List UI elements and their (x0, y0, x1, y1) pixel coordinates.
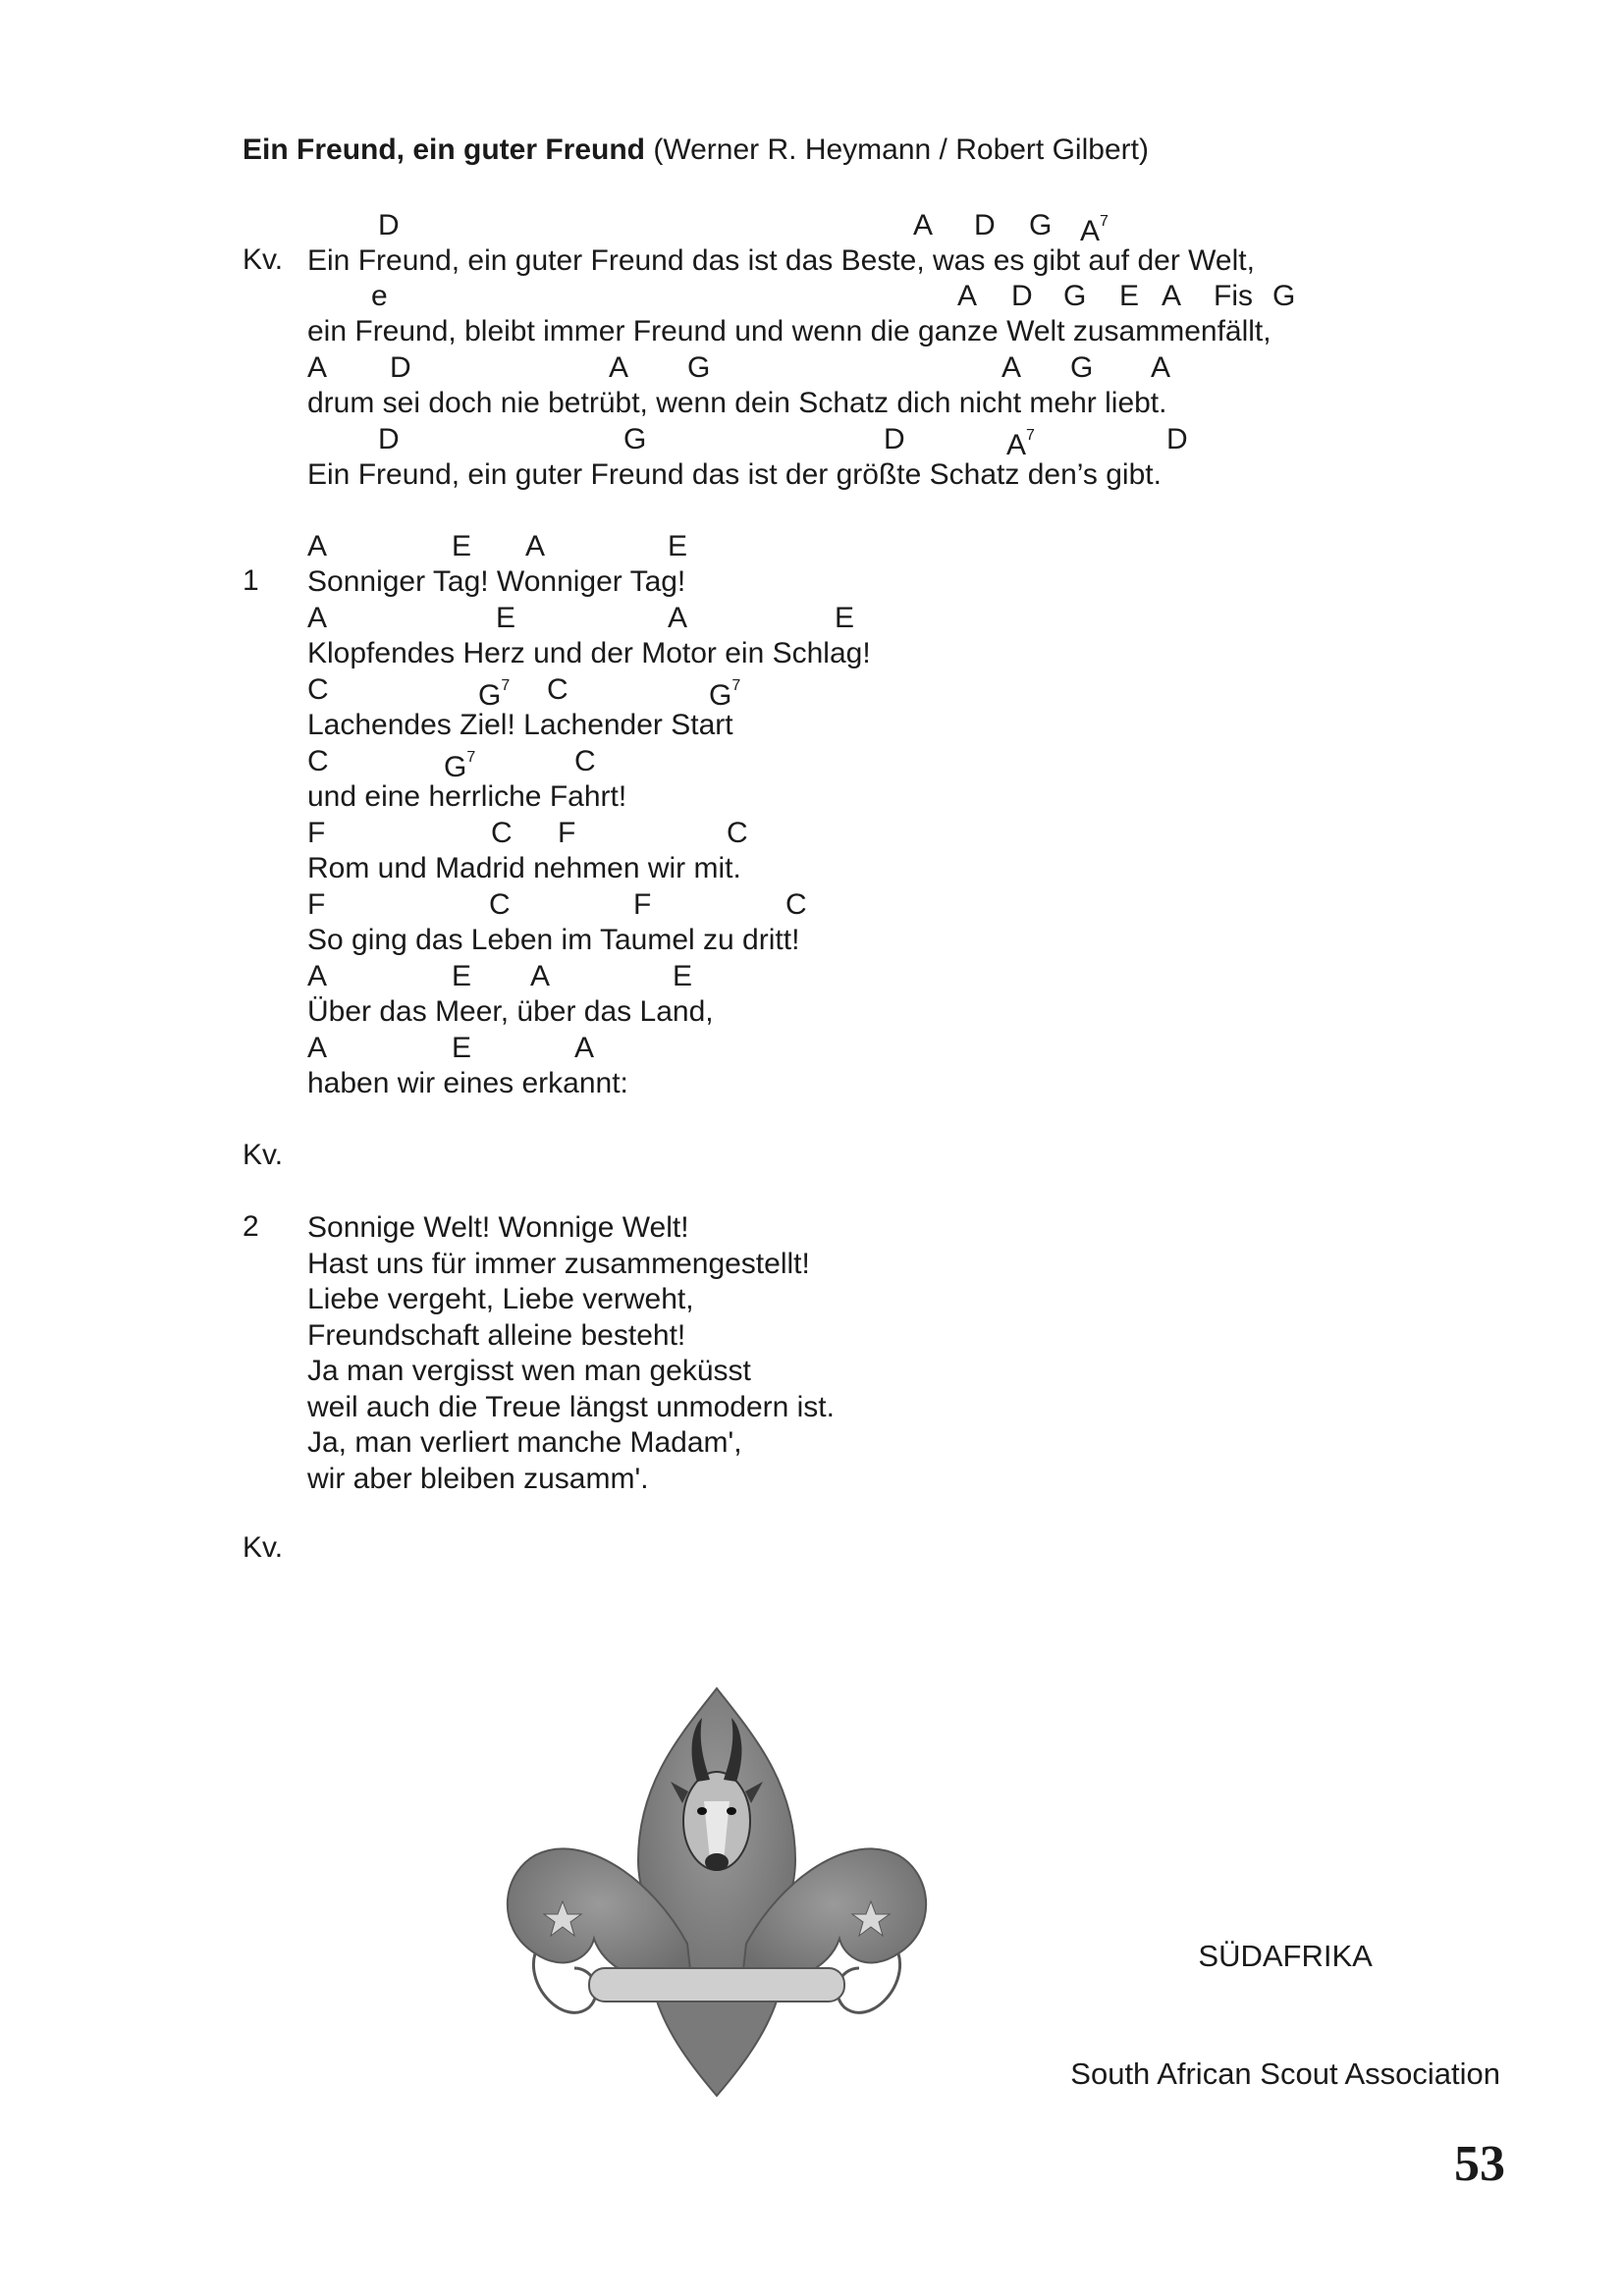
chord-label: F (633, 888, 652, 921)
association-name: South African Scout Association (1070, 2056, 1500, 2091)
chord-label: E (835, 602, 855, 634)
chord-label: D (378, 209, 400, 241)
chord-label: G (687, 351, 711, 384)
chord-label: E (452, 960, 472, 992)
chord-label: $G^7$ (444, 749, 476, 783)
chord-label: C (307, 673, 329, 706)
chord-superscript: 7 (1026, 427, 1035, 444)
refrain-ref-1: Kv. (243, 1139, 284, 1171)
lyric-line: Freundschaft alleine besteht! (307, 1318, 686, 1352)
chord-label: G (1029, 209, 1053, 241)
lyric-line: Sonnige Welt! Wonnige Welt! (307, 1211, 689, 1244)
lyric-line: drum sei doch nie betrübt, wenn dein Schatz dich nicht mehr liebt. (307, 387, 1167, 419)
lyric-line: ein Freund, bleibt immer Freund und wenn die ganze Welt zusammenfällt, (307, 315, 1271, 347)
chord-label: C (785, 888, 807, 921)
chord-label: e (371, 280, 388, 312)
chord-label: E (668, 530, 688, 562)
lyric-line: haben wir eines erkannt: (307, 1067, 628, 1099)
song-title-main: Ein Freund, ein guter Freund (243, 133, 646, 166)
chord-label: A (525, 530, 546, 562)
page-number: 53 (1454, 2136, 1505, 2192)
lyric-line: Ja man vergisst wen man geküsst (307, 1355, 751, 1387)
chord-label: A (307, 530, 328, 562)
chord-label: D (974, 209, 996, 241)
chord-label: A (1162, 280, 1182, 312)
chord-label: D (1011, 280, 1033, 312)
chord-label: G (623, 423, 647, 455)
chord-label: A (307, 602, 328, 634)
refrain-ref-2: Kv. (243, 1531, 284, 1564)
chord-label: E (673, 960, 693, 992)
chord-label: A (957, 280, 978, 312)
verse-number-2: 2 (243, 1210, 259, 1243)
chord-label: A (307, 960, 328, 992)
lyric-line: Ja, man verliert manche Madam', (307, 1426, 742, 1459)
chord-label: D (1166, 423, 1188, 455)
chord-label: G (1272, 280, 1296, 312)
verse-number-1: 1 (243, 564, 259, 597)
chord-label: E (452, 1032, 472, 1064)
chord-label: $G^7$ (478, 677, 511, 712)
lyric-line: Klopfendes Herz und der Motor ein Schlag! (307, 637, 871, 669)
lyric-line: Lachendes Ziel! Lachender Start (307, 709, 733, 741)
chord-label: A (668, 602, 688, 634)
lyric-line: weil auch die Treue längst unmodern ist. (307, 1390, 835, 1423)
lyric-line: So ging das Leben im Taumel zu dritt! (307, 924, 800, 956)
chord-label: F (307, 817, 326, 849)
country-name: SÜDAFRIKA (1198, 1939, 1373, 1973)
chord-label: C (491, 817, 513, 849)
lyric-line: Sonniger Tag! Wonniger Tag! (307, 565, 686, 598)
refrain-label: Kv. (243, 243, 284, 276)
chord-label: E (452, 530, 472, 562)
chord-superscript: 7 (466, 749, 476, 766)
chord-label: D (390, 351, 411, 384)
song-authors: (Werner R. Heymann / Robert Gilbert) (645, 133, 1149, 166)
lyric-line: Über das Meer, über das Land, (307, 995, 714, 1028)
chord-superscript: 7 (731, 677, 741, 694)
chord-label: A (609, 351, 629, 384)
chord-label: A (1151, 351, 1171, 384)
emblem-caption (1070, 1858, 1500, 2133)
chord-label: C (574, 745, 596, 777)
chord-label: A (530, 960, 551, 992)
lyric-line: wir aber bleiben zusamm'. (307, 1462, 649, 1495)
lyric-line: Rom und Madrid nehmen wir mit. (307, 852, 741, 884)
chord-superscript: 7 (501, 677, 511, 694)
chord-superscript: 7 (1100, 213, 1109, 230)
lyric-line: Liebe vergeht, Liebe verweht, (307, 1283, 694, 1315)
chord-label: A (913, 209, 934, 241)
chord-label: G (1063, 280, 1087, 312)
chord-label: $A^7$ (1006, 427, 1035, 461)
chord-label: A (307, 351, 328, 384)
lyric-line: Ein Freund, ein guter Freund das ist das Beste, was es gibt auf der Welt, (307, 244, 1255, 277)
lyric-line: Ein Freund, ein guter Freund das ist der größte Schatz den’s gibt. (307, 458, 1162, 491)
lyric-line: Hast uns für immer zusammengestellt! (307, 1247, 810, 1280)
chord-label: D (378, 423, 400, 455)
chord-label: E (496, 602, 516, 634)
chord-label: A (574, 1032, 595, 1064)
chord-label: A (307, 1032, 328, 1064)
chord-label: $A^7$ (1080, 213, 1109, 247)
chord-label: Fis (1214, 280, 1253, 312)
chord-label: C (307, 745, 329, 777)
chord-label: D (884, 423, 905, 455)
fleur-band (589, 1968, 844, 2002)
lyric-line: und eine herrliche Fahrt! (307, 780, 627, 813)
chord-label: C (547, 673, 568, 706)
fleur-stem (653, 1988, 781, 2096)
chord-label: G (1070, 351, 1094, 384)
chord-label: E (1119, 280, 1140, 312)
scout-emblem-fleur-de-lis (496, 1674, 938, 2106)
song-title (243, 133, 1149, 167)
chord-label: F (307, 888, 326, 921)
chord-label: A (1001, 351, 1022, 384)
chord-label: F (558, 817, 576, 849)
chord-label: $G^7$ (709, 677, 741, 712)
chord-label: C (489, 888, 511, 921)
chord-label: C (727, 817, 748, 849)
